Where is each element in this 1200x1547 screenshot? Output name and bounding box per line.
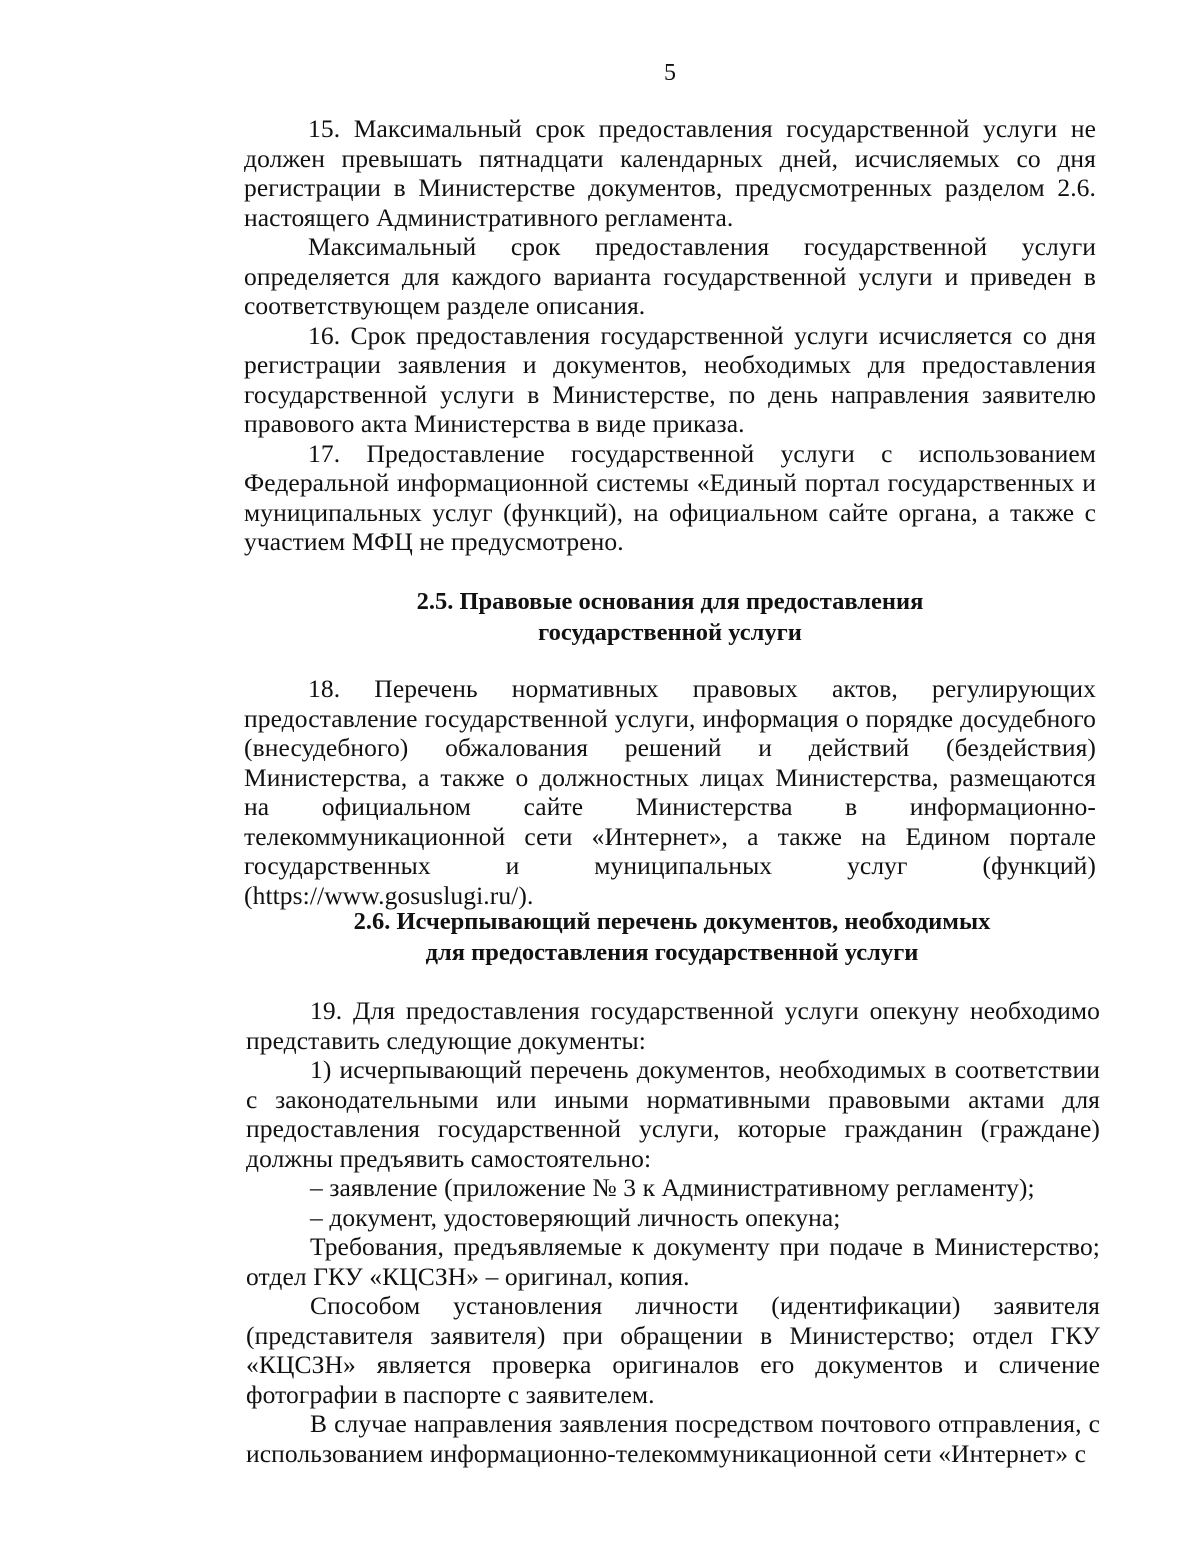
paragraph-max-term: Максимальный срок предоставления государственной услуги определяется для каждого варианта государственной услуги и приведен в соответствующем разделе описания. xyxy=(244,232,1096,320)
section-heading-2-6-line2: для предоставления государственной услуги xyxy=(425,939,919,966)
paragraph-19-item-1: 1) исчерпывающий перечень документов, необходимых в соответствии с законодательными или иными нормативными правовыми актами для предоставления государственной услуги, которые гражданин (граждане) должны предъявить самостоятельно: xyxy=(246,1055,1100,1173)
paragraph-identification: Способом установления личности (идентификации) заявителя (представителя заявителя) при обращении в Министерство; отдел ГКУ «КЦСЗН» является проверка оригиналов его документов и сличение фотографии в паспорте с заявителем. xyxy=(246,1291,1100,1409)
paragraphs-15-17 xyxy=(244,114,1096,557)
paragraph-16: 16. Срок предоставления государственной услуги исчисляется со дня регистрации заявления и документов, необходимых для предоставления государственной услуги в Министерстве, по день направления заявителю правового акта Министерства в виде приказа. xyxy=(244,320,1096,438)
paragraph-document-requirements: Требования, предъявляемые к документу при подаче в Министерство; отдел ГКУ «КЦСЗН» – оригинал, копия. xyxy=(246,1232,1100,1291)
list-item-application: – заявление (приложение № 3 к Административному регламенту); xyxy=(310,1173,1035,1202)
paragraph-15: 15. Максимальный срок предоставления государственной услуги не должен превышать пятнадцати календарных дней, исчисляемых со дня регистрации в Министерстве документов, предусмотренных разделом 2.6. настоящего Административного регламента. xyxy=(244,114,1096,232)
section-heading-2-6 xyxy=(244,906,1100,968)
page-number: 5 xyxy=(664,60,676,86)
section-heading-2-5-line2: государственной услуги xyxy=(538,619,802,646)
paragraph-18: 18. Перечень нормативных правовых актов, регулирующих предоставление государственной услуги, информация о порядке досудебного (внесудебного) обжалования решений и действий (бездействия) Министерства, а также о должностных лицах Министерства, размещаются на официальном сайте Министерства в информационно-телекоммуникационной сети «Интернет», а также на Едином портале государственных и муниципальных услуг (функций) (https://www.gosuslugi.ru/). xyxy=(244,674,1096,910)
section-heading-2-6-text xyxy=(244,906,1100,968)
paragraph-postal-submission: В случае направления заявления посредством почтового отправления, с использованием информационно-телекоммуникационной сети «Интернет» с xyxy=(246,1409,1100,1468)
list-item-identity-document: – документ, удостоверяющий личность опекуна; xyxy=(310,1202,841,1232)
section-heading-2-5-line1: 2.5. Правовые основания для предоставления xyxy=(416,588,924,615)
paragraph-19: 19. Для предоставления государственной услуги опекуну необходимо представить следующие документы: xyxy=(246,996,1100,1055)
paragraphs-19 xyxy=(246,996,1100,1468)
paragraph-17: 17. Предоставление государственной услуги с использованием Федеральной информационной системы «Единый портал государственных и муниципальных услуг (функций), на официальном сайте органа, а также с участием МФЦ не предусмотрено. xyxy=(244,438,1096,556)
section-heading-2-5 xyxy=(240,586,1100,648)
paragraph-18-block xyxy=(244,674,1096,910)
section-heading-2-5-text xyxy=(240,586,1100,648)
section-heading-2-6-line1: 2.6. Исчерпывающий перечень документов, необходимых xyxy=(353,908,991,935)
